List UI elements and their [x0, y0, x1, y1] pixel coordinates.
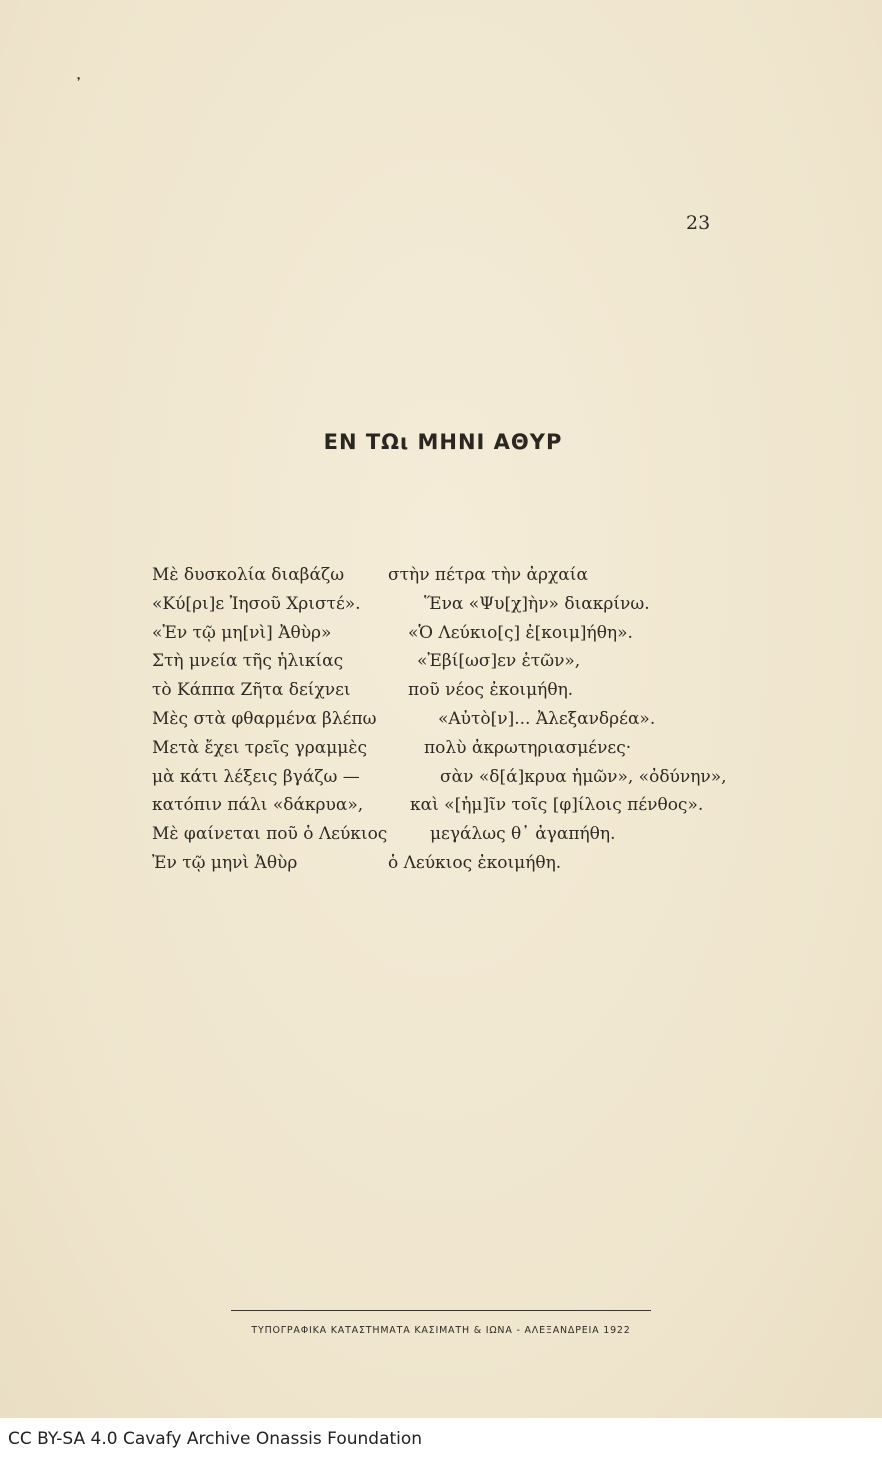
poem-line	[152, 565, 772, 594]
poem-line	[152, 594, 772, 623]
poem-line-second-half: ὁ Λεύκιος ἐκοιμήθη.	[388, 852, 562, 873]
poem-line	[152, 824, 772, 853]
margin-mark: ᾿	[74, 76, 83, 97]
poem-line-second-half: «Αὐτὸ[ν]... Ἀλεξανδρέα».	[438, 708, 656, 729]
poem-line-first-half: «Ἐν τῷ μη[νὶ] Ἀθὺρ»	[152, 622, 332, 643]
poem-line-first-half: «Κύ[ρι]ε Ἰησοῦ Χριστέ».	[152, 593, 361, 614]
poem-line-first-half: Μετὰ ἔχει τρεῖς γραμμὲς	[152, 737, 367, 758]
poem-line-second-half: καὶ «[ἡμ]ῖν τοῖς [φ]ίλοις πένθος».	[410, 795, 704, 816]
poem-line-second-half: «Ὁ Λεύκιο[ς] ἐ[κοιμ]ήθη».	[408, 622, 633, 643]
poem-line	[152, 738, 772, 767]
poem-line-second-half: «Ἐβί[ωσ]εν ἐτῶν»,	[417, 651, 581, 672]
poem-line-second-half: σὰν «δ[ά]κρυα ἡμῶν», «ὀδύνην»,	[440, 766, 727, 787]
poem-line	[152, 853, 772, 882]
poem-line-second-half: στὴν πέτρα τὴν ἀρχαία	[388, 565, 588, 585]
poem-line-second-half: πολὺ ἀκρωτηριασμένες·	[424, 737, 632, 758]
poem-line-first-half: μὰ κάτι λέξεις βγάζω —	[152, 766, 360, 787]
poem-body	[152, 565, 772, 882]
poem-line-first-half: Μὲς στὰ φθαρμένα βλέπω	[152, 708, 377, 729]
poem-line	[152, 709, 772, 738]
poem-line	[152, 795, 772, 824]
poem-line	[152, 651, 772, 680]
poem-line-first-half: τὸ Κάππα Ζῆτα δείχνει	[152, 680, 351, 701]
printer-imprint: ΤΥΠΟΓΡΑΦΙΚΑ ΚΑΤΑΣΤΗΜΑΤΑ ΚΑΣΙΜΑΤΗ & ΙΩΝΑ - ΑΛΕΞΑΝΔΡΕΙΑ 1922	[251, 1325, 631, 1336]
poem-line-second-half: μεγάλως θ᾿ ἀγαπήθη.	[430, 824, 616, 845]
poem-line-first-half: κατόπιν πάλι «δάκρυα»,	[152, 795, 364, 816]
license-credit: CC BY-SA 4.0 Cavafy Archive Onassis Foundation	[8, 1429, 423, 1449]
poem-line-first-half: Ἐν τῷ μηνὶ Ἀθὺρ	[152, 852, 298, 873]
poem-line-first-half: Μὲ φαίνεται ποῦ ὁ Λεύκιος	[152, 824, 388, 845]
poem-line	[152, 623, 772, 652]
poem-line-second-half: Ἕνα «Ψυ[χ]ὴν» διακρίνω.	[424, 593, 650, 614]
poem-line-second-half: ποῦ νέος ἐκοιμήθη.	[408, 680, 574, 701]
footer-rule	[231, 1310, 651, 1311]
page-number: 23	[686, 212, 711, 234]
poem-line-first-half: Μὲ δυσκολία διαβάζω	[152, 565, 345, 585]
poem-title: ΕΝ ΤΩι ΜΗΝΙ ΑΘΥΡ	[323, 430, 563, 454]
poem-line-first-half: Στὴ μνεία τῆς ἡλικίας	[152, 651, 344, 672]
poem-line	[152, 680, 772, 709]
poem-line	[152, 767, 772, 796]
